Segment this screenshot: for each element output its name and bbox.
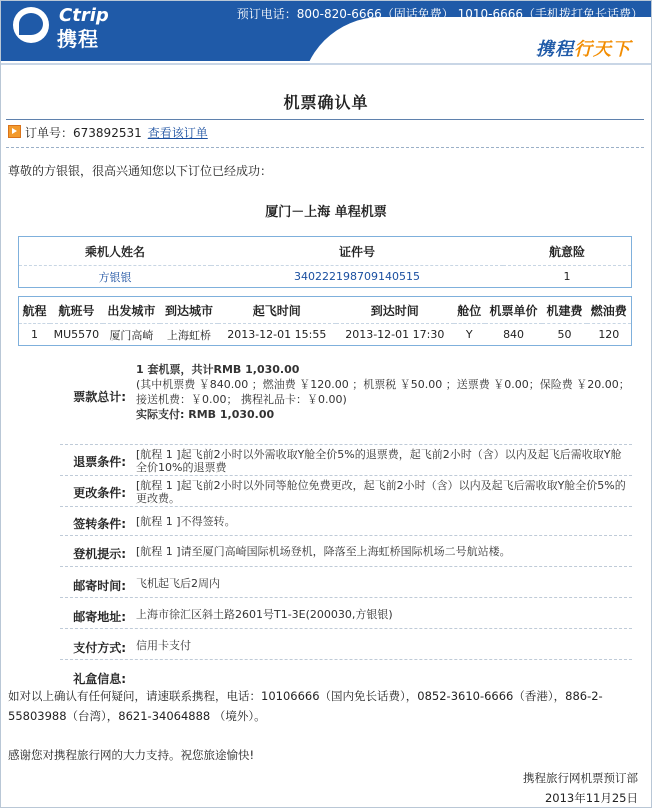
flight-price: 840 — [485, 324, 543, 346]
gift-value — [136, 660, 632, 688]
flight-arrive: 2013-12-01 17:30 — [336, 324, 454, 346]
logo-text-en[interactable]: Ctrip — [59, 5, 109, 26]
detail-mail-time — [60, 567, 632, 598]
col-arrive: 到达时间 — [370, 303, 419, 318]
flight-to: 上海虹桥 — [160, 324, 218, 346]
col-price: 机票单价 — [489, 303, 538, 318]
order-number: 673892531 — [73, 126, 142, 140]
fare-total-value — [136, 356, 632, 444]
dolphin-icon — [19, 13, 43, 35]
slogan — [536, 35, 631, 61]
col-airport-fee: 机建费 — [546, 303, 583, 318]
flight-cabin: Y — [454, 324, 485, 346]
header-divider — [1, 63, 651, 65]
change-label: 更改条件: — [73, 486, 126, 500]
mail-time-value: 飞机起飞后2周内 — [136, 577, 220, 590]
greeting-text: 尊敬的方银银，很高兴通知您以下订位已经成功： — [8, 164, 273, 178]
col-passenger-name: 乘机人姓名 — [84, 244, 145, 259]
col-flight-no: 航班号 — [58, 303, 95, 318]
flight-table — [18, 296, 632, 346]
thanks-text: 感谢您对携程旅行网的大力支持。祝您旅途愉快! — [8, 748, 255, 762]
refund-label: 退票条件: — [73, 455, 126, 469]
boarding-value: [航程 1 ]请至厦门高崎国际机场登机，降落至上海虹桥国际机场二号航站楼。 — [136, 545, 511, 558]
change-value: [航程 1 ]起飞前2小时以外同等舱位免费更改，起飞前2小时（含）以内及起飞后需收取Y舱全价5%的更改费。 — [136, 479, 626, 505]
col-from: 出发城市 — [107, 303, 156, 318]
order-label: 订单号： — [25, 126, 74, 140]
fare-total-label: 票款总计: — [73, 390, 126, 404]
order-divider — [6, 147, 644, 148]
flight-depart: 2013-12-01 15:55 — [218, 324, 336, 346]
signature — [523, 768, 638, 808]
mail-address-value: 上海市徐汇区斜土路2601号T1-3E(200030,方银银) — [136, 608, 393, 621]
detail-change — [60, 476, 632, 507]
table-header-row — [19, 297, 632, 324]
hotline-text: 预订电话：800-820-6666（固话免费） 1010-6666（手机拨打免长话费） — [236, 7, 643, 21]
col-insurance: 航意险 — [548, 244, 585, 259]
table-row — [19, 324, 632, 346]
detail-fare-total — [60, 356, 632, 445]
flight-number: MU5570 — [50, 324, 103, 346]
route-title: 厦门－上海 单程机票 — [265, 205, 387, 220]
detail-endorse — [60, 507, 632, 536]
col-depart: 起飞时间 — [252, 303, 301, 318]
refund-value: [航程 1 ]起飞前2小时以外需收取Y舱全价5%的退票费，起飞前2小时（含）以内及起飞后需收取Y舱全价10%的退票费 — [136, 448, 622, 474]
payment-value: 信用卡支付 — [136, 639, 191, 652]
mail-address-label: 邮寄地址: — [73, 610, 126, 624]
passenger-table — [18, 236, 632, 288]
endorse-label: 签转条件: — [73, 517, 126, 531]
fare-total-line: 1 套机票，共计RMB 1,030.00 — [136, 363, 300, 376]
col-to: 到达城市 — [164, 303, 213, 318]
passenger-id[interactable]: 340222198709140515 — [211, 266, 503, 288]
flight-from: 厦门高崎 — [103, 324, 161, 346]
order-info — [8, 124, 208, 141]
fare-breakdown: (其中机票费 ￥840.00 ；燃油费 ￥120.00 ；机票税 ￥50.00 ；送票费 ￥0.00；保险费 ￥20.00；接送机费：￥0.00； 携程礼品卡：￥0.00) — [136, 378, 630, 406]
signature-date: 2013年11月25日 — [544, 791, 638, 805]
table-row — [19, 266, 632, 288]
boarding-label: 登机提示: — [73, 547, 126, 561]
passenger-name[interactable]: 方银银 — [19, 266, 212, 288]
flight-leg: 1 — [19, 324, 51, 346]
slogan-part-b: 行天下 — [574, 39, 631, 60]
page-title: 机票确认单 — [283, 93, 369, 112]
detail-boarding — [60, 536, 632, 567]
slogan-part-a: 携程 — [536, 39, 574, 60]
col-leg: 航程 — [22, 303, 47, 318]
col-fuel-fee: 燃油费 — [590, 303, 627, 318]
mail-time-label: 邮寄时间: — [73, 579, 126, 593]
passenger-insurance: 1 — [503, 266, 632, 288]
arrow-icon — [8, 125, 21, 138]
contact-text: 如对以上确认有任何疑问，请速联系携程，电话：10106666（国内免长话费），0852-3610-6666（香港），886-2-55803988（台湾），8621-34064888 （境外）。 — [8, 689, 603, 723]
header-banner — [1, 1, 651, 63]
gift-label: 礼盒信息: — [73, 672, 126, 686]
endorse-value: [航程 1 ]不得签转。 — [136, 515, 236, 528]
detail-mail-address — [60, 598, 632, 629]
details-list — [60, 356, 632, 688]
logo-text-cn[interactable]: 携程 — [57, 27, 99, 51]
detail-gift — [60, 660, 632, 688]
title-divider — [6, 119, 644, 120]
payment-label: 支付方式: — [73, 641, 126, 655]
detail-payment — [60, 629, 632, 660]
col-id-number: 证件号 — [338, 244, 375, 259]
fare-paid-line: 实际支付: RMB 1,030.00 — [136, 408, 275, 421]
table-header-row — [19, 237, 632, 266]
signature-dept: 携程旅行网机票预订部 — [523, 771, 638, 785]
flight-airport-fee: 50 — [542, 324, 586, 346]
view-order-link[interactable]: 查看该订单 — [147, 126, 208, 140]
detail-refund — [60, 445, 632, 476]
flight-fuel-fee: 120 — [587, 324, 632, 346]
col-cabin: 舱位 — [457, 303, 482, 318]
